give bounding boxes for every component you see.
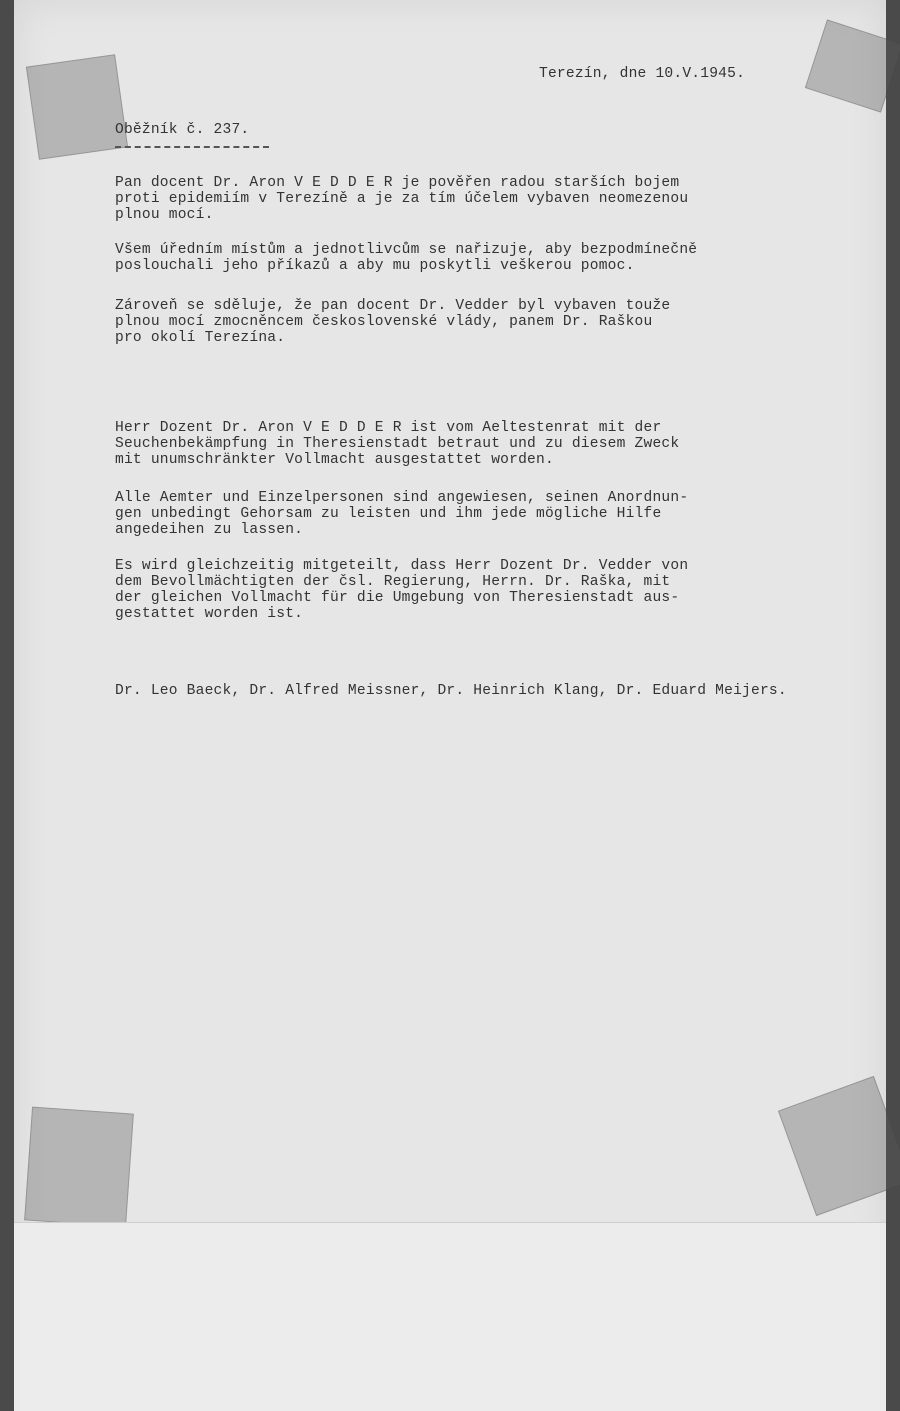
- tape-mark-bottom-right: [778, 1076, 900, 1216]
- page-fold-section: [14, 1222, 886, 1411]
- document-date: Terezín, dne 10.V.1945.: [539, 66, 746, 82]
- tape-mark-top-left: [26, 54, 128, 160]
- czech-paragraph-3: Zároveň se sděluje, že pan docent Dr. Vedder byl vybaven touže plnou mocí zmocněncem československé vlády, panem Dr. Raškou pro okolí Terezína.: [115, 298, 671, 346]
- german-paragraph-1: Herr Dozent Dr. Aron V E D D E R ist vom Aeltestenrat mit der Seuchenbekämpfung in Theresienstadt betraut und zu diesem Zweck mit unumschränkter Vollmacht ausgestattet worden.: [115, 420, 680, 468]
- tape-mark-top-right: [805, 19, 900, 112]
- german-paragraph-2: Alle Aemter und Einzelpersonen sind angewiesen, seinen Anordnun- gen unbedingt Gehorsam zu leisten und ihm jede mögliche Hilfe angedeihen zu lassen.: [115, 490, 689, 538]
- german-paragraph-3: Es wird gleichzeitig mitgeteilt, dass Herr Dozent Dr. Vedder von dem Bevollmächtigten der čsl. Regierung, Herrn. Dr. Raška, mit der gleichen Vollmacht für die Umgebung von Theresienstadt aus- gestattet worden ist.: [115, 558, 689, 622]
- circular-heading: Oběžník č. 237.: [115, 122, 250, 138]
- czech-paragraph-1: Pan docent Dr. Aron V E D D E R je pověřen radou starších bojem proti epidemiím v Terezíně a je za tím účelem vybaven neomezenou plnou mocí.: [115, 175, 689, 223]
- czech-paragraph-2: Všem úředním místům a jednotlivcům se nařizuje, aby bezpodmínečně poslouchali jeho příkazů a aby mu poskytli veškerou pomoc.: [115, 242, 698, 274]
- document-page: [14, 0, 886, 1410]
- tape-mark-bottom-left: [24, 1107, 134, 1228]
- signatories-line: Dr. Leo Baeck, Dr. Alfred Meissner, Dr. Heinrich Klang, Dr. Eduard Meijers.: [115, 683, 787, 699]
- heading-underline: [115, 146, 269, 148]
